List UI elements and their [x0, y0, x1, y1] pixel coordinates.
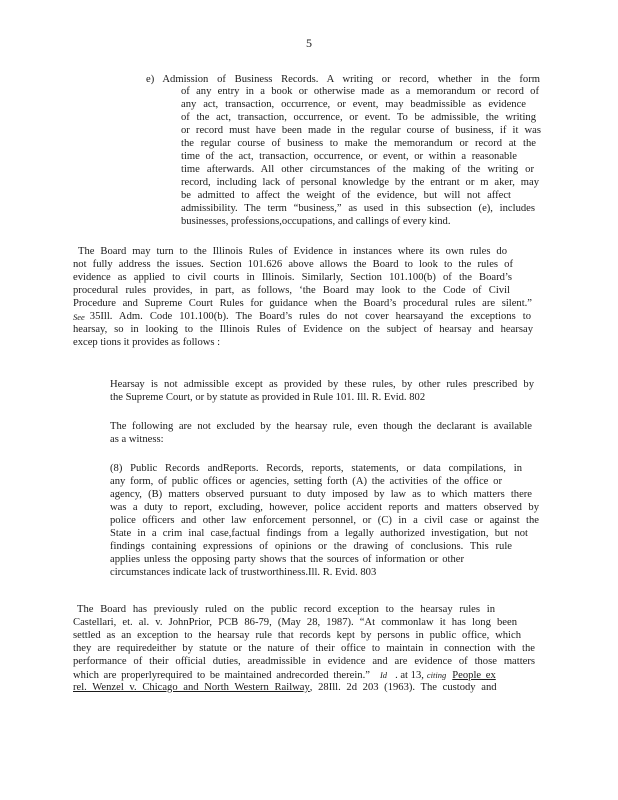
paragraph-line: settled as an exception to the hearsay rule that records kept by persons in public office, which: [73, 630, 521, 641]
case-name-part1: People ex: [452, 670, 496, 681]
paragraph-line: [73, 669, 535, 682]
block-e-line: any act, transaction, occurrence, or event, may beadmissible as evidence: [181, 99, 526, 110]
block-e-line: businesses, professions,occupations, and callings of every kind.: [181, 216, 451, 227]
quote-line: Hearsay is not admissible except as provided by these rules, by other rules prescribed by: [110, 379, 534, 390]
signal-see: See: [73, 312, 85, 322]
case-citation: , 28Ill. 2d 203 (1963). The custody and: [309, 682, 497, 693]
quote-line: as a witness:: [110, 434, 164, 445]
quote-line: The following are not excluded by the hearsay rule, even though the declarant is available: [110, 421, 532, 432]
quote-line: (8) Public Records andReports. Records, reports, statements, or data compilations, in: [110, 463, 522, 474]
quote-line: any form, of public offices or agencies, setting forth (A) the activities of the office or: [110, 476, 502, 487]
quote-line: police officers and other law enforcement personnel, or (C) in a civil case or against the: [110, 515, 539, 526]
block-e-line: of any entry in a book or otherwise made as a memorandum or record of: [181, 86, 539, 97]
paragraph-line: Castellari, et. al. v. JohnPrior, PCB 86-79, (May 28, 1987). “At commonlaw it has long been: [73, 617, 517, 628]
citation-text: 35Ill. Adm. Code 101.100(b). The Board’s rules do not cover hearsayand the exceptions to: [89, 311, 531, 322]
paragraph-line: procedural rules provides, in part, as follows, ‘the Board may look to the Code of Civil: [73, 285, 510, 296]
case-name-part2: rel. Wenzel v. Chicago and North Western Railway: [73, 682, 310, 693]
paragraph-line: [73, 311, 531, 323]
paragraph-line: The Board has previously ruled on the public record exception to the hearsay rules in: [77, 604, 495, 615]
block-e-line: e) Admission of Business Records. A writing or record, whether in the form: [146, 74, 540, 85]
block-e-line: time of the act, transaction, occurrence, or event, or within a reasonable: [181, 151, 517, 162]
quote-line: State in a crim inal case,factual findings from a legally authorized investigation, but not: [110, 528, 528, 539]
quote-line: the Supreme Court, or by statute as provided in Rule 101. Ill. R. Evid. 802: [110, 392, 426, 403]
quote-line: agency, (B) matters observed pursuant to duty imposed by law as to which matters there: [110, 489, 532, 500]
quote-line: circumstances indicate lack of trustworthiness.Ill. R. Evid. 803: [110, 567, 377, 578]
paragraph-line: [73, 682, 535, 694]
signal-citing: citing: [426, 670, 447, 680]
paragraph-line: not fully address the issues. Section 101.626 above allows the Board to look to the rules of: [73, 259, 513, 270]
paragraph-line: evidence as applied to civil courts in Illinois. Similarly, Section 101.100(b) of the Board’s: [73, 272, 512, 283]
quote-line: was a duty to report, excluding, however, police accident reports and matters observed by: [110, 502, 539, 513]
block-e-line: of the act, transaction, occurrence, or event. To be admissible, the writing: [181, 112, 536, 123]
paragraph-line: performance of their official duties, areadmissible in evidence and are evidence of those matters: [73, 656, 535, 667]
signal-id: Id: [379, 670, 388, 680]
quote-line: applies unless the opposing party shows that the sources of information or other: [110, 554, 464, 565]
paragraph-line: The Board may turn to the Illinois Rules of Evidence in instances where its own rules do: [78, 246, 507, 257]
block-e-line: time afterwards. All other circumstances of the making of the writing or: [181, 164, 534, 175]
block-e-line: the regular course of business to make the memorandum or record at the: [181, 138, 536, 149]
block-e-line: be admitted to affect the weight of the evidence, but will not affect: [181, 190, 511, 201]
block-e-line: record, including lack of personal knowledge by the entrant or m aker, may: [181, 177, 539, 188]
block-e-line: or record must have been made in the regular course of business, if it was: [181, 125, 541, 136]
block-e-line: admissibility. The term “business,” as used in this subsection (e), includes: [181, 203, 535, 214]
pin-cite: . at 13,: [395, 670, 424, 681]
quote-text: which are properlyrequired to be maintained andrecorded therein.”: [73, 670, 370, 681]
page-number: 5: [306, 36, 312, 50]
paragraph-line: Procedure and Supreme Court Rules for guidance when the Board’s procedural rules are silent.”: [73, 298, 532, 309]
quote-line: findings containing expressions of opinions or the drawing of conclusions. This rule: [110, 541, 512, 552]
paragraph-line: excep tions it provides as follows :: [73, 337, 221, 348]
paragraph-line: hearsay, so in looking to the Illinois Rules of Evidence on the subject of hearsay and hearsay: [73, 324, 533, 335]
paragraph-line: they are requiredeither by statute or the nature of their office to maintain in connection with the: [73, 643, 535, 654]
